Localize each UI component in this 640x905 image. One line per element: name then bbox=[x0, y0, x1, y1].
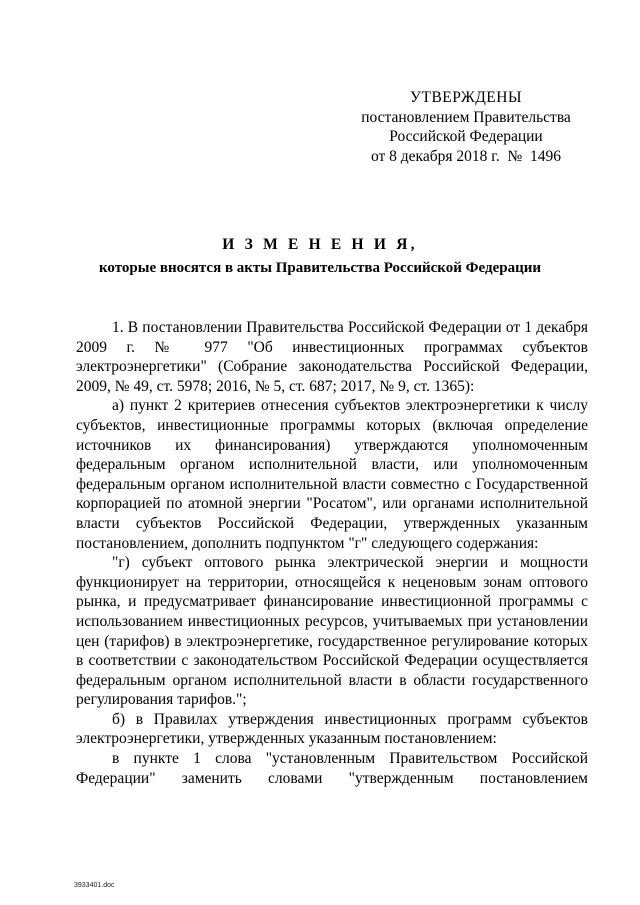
document-title: И З М Е Н Е Н И Я, bbox=[222, 236, 418, 253]
approval-line-country: Российской Федерации bbox=[389, 128, 543, 145]
file-code: 3933401.doc bbox=[74, 882, 115, 889]
approval-heading: УТВЕРЖДЕНЫ bbox=[410, 89, 522, 106]
document-subtitle: которые вносятся в акты Правительства Российской Федерации bbox=[98, 260, 542, 276]
paragraph-a: а) пункт 2 критериев отнесения субъектов электроэнергетики к числу субъектов, инвестиционные программы которых (включая определение источников их финансирования) утверждаются уполномоченным федеральным органом исполнительной власти, или уполномоченным федеральным органом исполнительной власти совместно с Государственной корпорацией по атомной энергии "Росатом", или органами исполнительной власти субъектов Российской Федерации, утвержденных указанным постановлением, дополнить подпунктом "г" следующего содержания: bbox=[76, 397, 588, 552]
approval-line-resolution: постановлением Правительства bbox=[361, 108, 571, 126]
approval-line-date-number: от 8 декабря 2018 г. № 1496 bbox=[370, 147, 562, 165]
document-body bbox=[76, 318, 588, 788]
paragraph-1: 1. В постановлении Правительства Российской Федерации от 1 декабря 2009 г. № 977 "Об инвестиционных программах субъектов электроэнергетики" (Собрание законодательства Российской Федерации, 2009, № 49, ст. 5978; 2016, № 5, ст. 687; 2017, № 9, ст. 1365): bbox=[76, 319, 588, 395]
paragraph-g: "г) субъект оптового рынка электрической энергии и мощности функционирует на территории, относящейся к неценовым зонам оптового рынка, и предусматривает финансирование инвестиционной программы с использованием инвестиционных ресурсов, учитываемых при установлении цен (тарифов) в электроэнергетике, государственное регулирование которых в соответствии с законодательством Российской Федерации осуществляется федеральным органом исполнительной власти в области государственного регулирования тарифов."; bbox=[76, 554, 588, 709]
approval-block bbox=[346, 88, 586, 166]
paragraph-b: б) в Правилах утверждения инвестиционных программ субъектов электроэнергетики, утвержденных указанным постановлением: bbox=[76, 710, 588, 748]
paragraph-v-punkte-1: в пункте 1 слова "установленным Правительством Российской Федерации" заменить словами "утвержденным постановлением bbox=[76, 750, 588, 787]
